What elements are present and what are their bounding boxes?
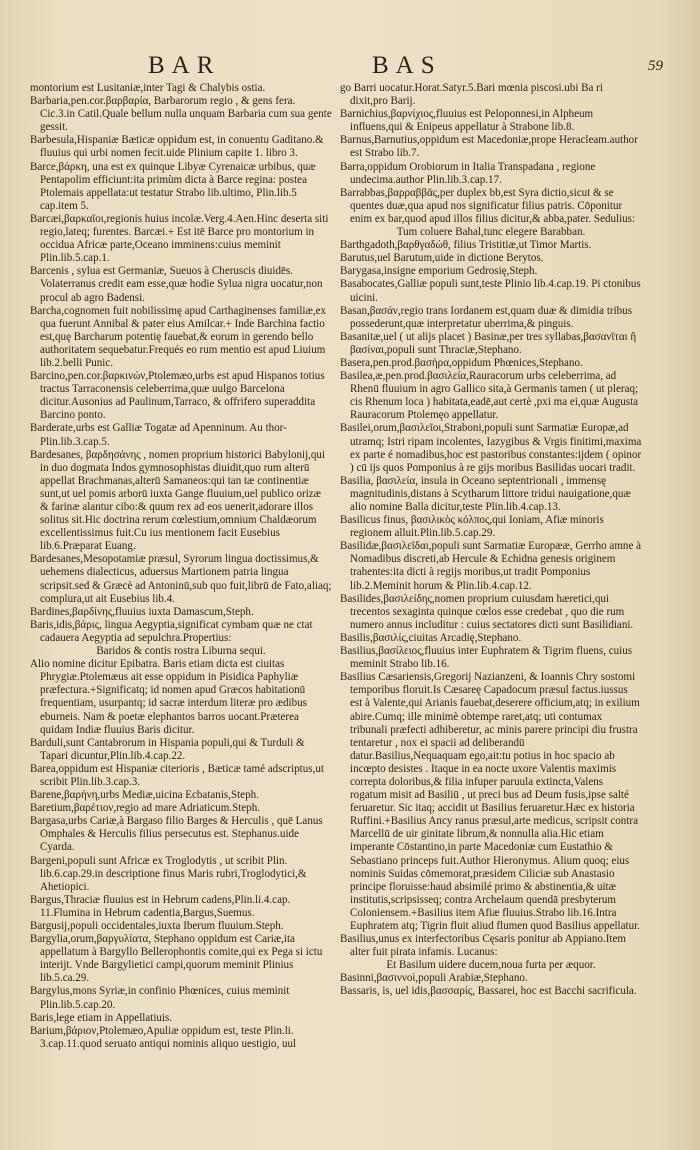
dictionary-entry: Barene,βαρήνη,urbs Mediæ,uicina Ecbatanis,Steph. <box>30 789 259 802</box>
running-header <box>0 52 700 82</box>
dictionary-entry: Bargasa,urbs Cariæ,à Bargaso filio Barges & Herculis , quē Lanus Omphales & Herculis filius persecutus est. Stephanus.uide Cyarda. <box>30 815 323 854</box>
dictionary-entry: Baretium,βαρέτιον,regio ad mare Adriaticum.Steph. <box>30 802 260 815</box>
dictionary-entry: Basilides,βασιλείδης,nomen proprium cuiusdam hæretici,qui trecentos sexaginta quinque cœlos esse credebat , quo die rum numero annus includitur : cuius sectatores dicti sunt Basilidiani. <box>340 592 634 631</box>
dictionary-entry: Basilis,βασιλίς,ciuitas Arcadię,Stephano. <box>340 631 522 644</box>
dictionary-entry: Barygasa,insigne emporium Gedrosię,Steph. <box>340 265 538 278</box>
dictionary-entry: Baris,lege etiam in Appellatiuis. <box>30 1011 173 1024</box>
dictionary-entry: go Barri uocatur.Horat.Satyr.5.Bari mœnia piscosi.ubi Ba ri dixit,pro Barij. <box>340 82 603 108</box>
dictionary-entry: Barea,oppidum est Hispaniæ citerioris , Bæticæ tamé adscriptus,ut scribit Plin.lib.3.cap.3. <box>30 762 324 788</box>
dictionary-entry: Barium,βάριον,Ptolemæo,Apuliæ oppidum est, teste Plin.li. 3.cap.11.quod seruato antiqui nominis aliquo uestigio, uul <box>30 1024 297 1050</box>
dictionary-entry: Basabocates,Galliæ populi sunt,teste Plinio lib.4.cap.19. Pi ctonibus uicini. <box>340 278 641 304</box>
left-column <box>30 82 332 1051</box>
dictionary-entry: Barbaria,pen.cor.βαρβαρία, Barbarorum regio , & gens fera. Cic.3.in Catil.Quale bellum nulla unquam Barbaria cum sua gente gessit. <box>30 95 332 134</box>
page-number: 59 <box>648 58 663 74</box>
dictionary-entry: Bardines,βαρδίνης,fluuius iuxta Damascum,Steph. <box>30 605 254 618</box>
verse-quotation: Tum coluere Bahal,tunc elegere Barabban. <box>396 226 586 239</box>
dictionary-entry: Barderate,urbs est Galliæ Togatæ ad Apenninum. Au thor-Plin.lib.3.cap.5. <box>30 422 287 448</box>
verse-quotation: Baridos & contis rostra Liburna sequi. <box>96 645 266 658</box>
dictionary-entry: Bassaris, is, uel idis,βασσαρίς, Bassarei, hoc est Bacchi sacrificula. <box>340 985 637 998</box>
dictionary-entry: Basilius,βασίλειος,fluuius inter Euphratem & Tigrim fluens, cuius meminit Strabo lib.16. <box>340 645 633 671</box>
dictionary-entry: Barce,βάρκη, una est ex quinque Libyæ Cyrenaicæ urbibus, quæ Pentapolim efficiunt:ita primùm dicta à Barce regina: postea Ptolemais appellata:ut testatur Strabo lib.ultimo, Plin.lib.5 cap.item 5. <box>30 160 316 212</box>
dictionary-entry: Bardesanes,Mesopotamiæ præsul, Syrorum lingua doctissimus,& uehemens dialecticus, aduersus Martionem patria lingua scripsit.sed & Græcè ad Antoninū,sub quo fuit,librū de Fato,aliaq; complura,ut ait Eusebius lib.4. <box>30 553 332 605</box>
dictionary-entry: Basilicus finus, βασιλικὸς κόλπος,qui Ioniam, Afiæ minoris regionem alluit.Plin.lib.5.cap.29. <box>340 514 604 540</box>
dictionary-entry: Barcæi,βαρκαῖοι,regionis huius incolæ.Verg.4.Aen.Hinc deserta siti regio,lateq; furentes. Barcæi.+ Est itē Barce pro montorium in occidua Africæ parte,Oceano imminens:cuius meminit Plin.lib.5.cap.1. <box>30 212 329 265</box>
dictionary-entry: Barnichius,βαρνίχιος,fluuius est Peloponnesi,in Alpheum influens,qui & Enipeus appellatur à Strabone lib.8. <box>340 108 594 134</box>
dictionary-entry: Basanitæ,uel ( ut alijs placet ) Basinæ,per tres syllabas,βασανῖται ἢ βασίναι,populi sunt Thraciæ,Stephano. <box>340 330 637 356</box>
dictionary-entry: Barra,oppidum Orobiorum in Italia Transpadana , regione undecima.author Plin.lib.3.cap.17. <box>340 160 596 186</box>
dictionary-entry: Basilia, βασιλεία, insula in Oceano septentrionali , immensę magnitudinis,distans à Scytharum littore tridui nauigatione,quæ alio nomine Balla dicitur,teste Plin.lib.4.cap.13. <box>340 474 631 513</box>
dictionary-entry: Basilea,æ,pen.prod.βασιλεία,Rauracorum urbs celeberrima, ad Rhenū fluuium in agro Gallico sita,à Germanis tamen ( ut pleraq; cis Rhenum loca ) habitata,eadē,aut certè ,pxi ma ei,quæ Augusta Rauracorum Ptolemęo appellatur. <box>340 370 639 422</box>
dictionary-entry: Bardesanes, βαρδησάνης , nomen proprium historici Babylonij,qui in duo dogmata Indos gymnosophistas diuidit,quo rum alterū appellat Brachmanas,alterū Samaneos:qui tan tæ continentiæ sunt,ut uel pomis arborū iuxta Gange fluuium,uel publico orizæ & farinæ alantur cibo:& quum rex ad eos uenerit,adorare illos solitus sit.Hic doctrina rerum cœlestium,omnium Chaldæorum excellentissimus fuit.Cu ius mentionem facit Eusebius lib.6.Præparat Euang. <box>30 448 326 553</box>
dictionary-entry: Basilius Cæsariensis,Gregorij Nazianzeni, & Ioannis Chry sostomi temporibus floruit.Is Cæsareę Capadocum præsul factus.iussus est à Valente,qui Arianis fauebat,deserere officium,atq; in exilium abire.Cumq; ille minimè obtempe raret,atq; uti contumax tribunali præfecti adhiberetur, ac minis parere principi diu frustra tentaretur , nox ei spacii ad deliberandū datur.Basilius,Nequaquam ego,ait:tu potius in hoc spacio ab incœpto desistes . Itaque in ea nocte uxore Valentis maximis correpta doloribus,& filia infuper paruula extincta,Valens rogatum misit ad Basiliū , ut preci bus ad Deum fusis,ipse salté feruaretur. Sic itaq; accidit ut Basilius feruaretur.Hæc ex historia Ruffini.+Basilius Ancy ranus præsul,arte medicus, scripsit contra Marcellū de uir ginitate librum,& nonnulla alia.Hic etiam imperante Cōstantino,in parte Macedoniæ cum Eustathio & Sebastiano princeps fuit.Author Hieronymus. Alium quoq; eius nominis Suidas cōmemorat,præsidem Ciliciæ sub Anastasio principe floruisse:haud absimilé primo & abstinentia,& uitæ institutis,scripsisseq; contra Archelaum quendā presbyterum Coloniensem.+Basilius item Afiæ fluuius.Strabo lib.16.Intra Euphratem atq; Tigrin fluit aliud flumen quod Basilius appellatur. <box>340 671 640 932</box>
verse-quotation: Et Basilum uidere ducem,noua furta per æquor. <box>386 959 596 972</box>
dictionary-entry: Bargylia,orum,βαργυλίατα, Stephano oppidum est Cariæ,ita appellatum à Bargyllo Bellerophontis comite,qui ex Pega si ictu interijt. Vnde Bargylietici campi,quorum meminit Plinius lib.5.ca.29. <box>30 933 323 985</box>
dictionary-entry: Barthgadoth,βαρθγαδώθ, filius Tristitiæ,ut Timor Martis. <box>340 239 592 252</box>
dictionary-entry: Barcino,pen.cor.βαρκινών,Ptolemæo,urbs est apud Hispanos totius tractus Tarraconensis celeberrima,quæ uulgo Barcelona dicitur.Ausonius ad Paulinum,Tarraco, & offrifero superaddita Barcino ponto. <box>30 370 325 422</box>
dictionary-entry: Barcha,cognomen fuit nobilissimę apud Carthaginenses familiæ,ex qua fuerunt Annibal & pater eius Amilcar.+ Inde Barchina factio est,quę Barcharum potentię fauebat,& eorum in gerendo bello authoritatem sequebatur.Frequés eo rum mentio est apud Liuium lib.2.belli Punic. <box>30 304 327 369</box>
dictionary-entry: Barnus,Barnutius,oppidum est Macedoniæ,prope Heracleam.author est Strabo lib.7. <box>340 134 638 160</box>
dictionary-entry: Bargus,Thraciæ fluuius est in Hebrum cadens,Plin.li.4.cap. 11.Flumina in Hebrum cadentia,Bargus,Suemus. <box>30 893 291 919</box>
dictionary-entry: Basilidæ,βασιλεῖδαι,populi sunt Sarmatiæ Europææ, Gerrho amne à Nomadibus discreti,ab Hercule & Echidna genesis originem trahentes:ita dicti à regijs moribus,ut tradit Pomponius lib.2.Meminit horum & Plin.lib.4.cap.12. <box>340 540 642 592</box>
right-column <box>340 82 642 999</box>
dictionary-entry: Basan,βασάν,regio trans Iordanem est,quam duæ & dimidia tribus possederunt,quæ interpretatur uberrima,& pinguis. <box>340 304 632 330</box>
header-left-catchword: BAR <box>148 52 221 79</box>
dictionary-entry: Bargeni,populi sunt Africæ ex Troglodytis , ut scribit Plin. lib.6.cap.29.in descriptione finus Maris rubri,Troglodytici,& Ahetiopici. <box>30 854 307 893</box>
dictionary-entry: montorium est Lusitaniæ,inter Tagi & Chalybis ostia. <box>30 82 266 94</box>
dictionary-entry: Alio nomine dicitur Epibatra. Baris etiam dicta est ciuitas Phrygiæ.Ptolemæus ait esse oppidum in Pisidica Paphyliæ præfectura.+Significatq; id nomen apud Græcos habitationū frequentiam, usurpantq; id sacræ interdum literæ pro ædibus eburneis. Nam & poetæ elephantos barros uocant.Præterea quidam Indiæ fluuius Baris dicitur. <box>30 658 307 736</box>
dictionary-entry: Basilius,unus ex interfectoribus Cęsaris ponitur ab Appiano.Item alter fuit pirata infamis. Lucanus: <box>340 933 626 959</box>
header-right-catchword: BAS <box>372 52 442 79</box>
dictionary-entry: Basera,pen.prod.βασήρα,oppidum Phœnices,Stephano. <box>340 356 583 369</box>
dictionary-entry: Barcenis , sylua est Germaniæ, Sueuos à Cheruscis diuidēs. Volaterranus credit eam esse,quæ hodie Sylua nigra uocatur,non procul ab agro Badensi. <box>30 265 323 304</box>
dictionary-entry: Basinni,βασιννοὶ,populi Arabiæ,Stephano. <box>340 972 528 985</box>
dictionary-entry: Bargusij,populi occidentales,iuxta Iberum fluuium.Steph. <box>30 920 284 932</box>
dictionary-entry: Barduli,sunt Cantabrorum in Hispania populi,qui & Turduli & Tapari dicuntur,Plin.lib.4.cap.22. <box>30 736 305 762</box>
dictionary-entry: Barutus,uel Barutum,uide in dictione Berytos. <box>340 252 544 265</box>
dictionary-entry: Baris,idis,βάρις, lingua Aegyptia,significat cymbam quæ ne ctat cadauera Aegyptia ad sepulchra.Propertius: <box>30 618 313 644</box>
dictionary-entry: Basilei,orum,βασιλεῖοι,Straboni,populi sunt Sarmatiæ Europæ,ad utramq; Istri ripam incolentes, Iazygibus & Vrgis finitimi,maxima ex parte é nomadibus,hoc est pastoribus constantes:ijdem ( opinor ) cū ijs quos Pomponius à re gijs moribus Basilidas uocari tradit. <box>340 422 642 474</box>
dictionary-entry: Barbesula,Hispaniæ Bæticæ oppidum est, in conuentu Gaditano.& fluuius qui urbi nomen fecit.uide Plinium capite 1. libro 3. <box>30 134 324 160</box>
dictionary-entry: Bargylus,mons Syriæ,in confinio Phœnices, cuius meminit Plin.lib.5.cap.20. <box>30 985 290 1011</box>
dictionary-entry: Barrabbas,βαρραββᾶς,per duplex bb,est Syra dictio,sicut & se quentes duæ,qua apud nos significatur filius patris. Cōponitur enim ex bar,quod apud illos filius dicitur,& abba,pater. Sedulius: <box>340 186 636 225</box>
